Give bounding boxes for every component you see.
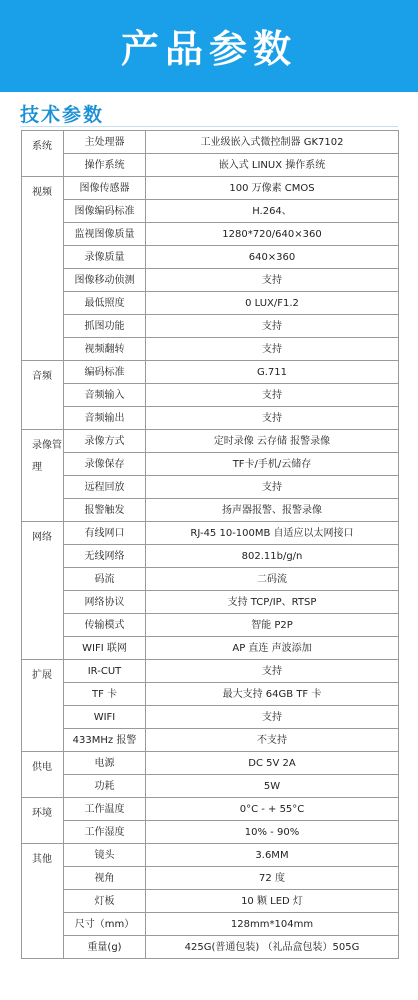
param-name-cell: 音频输出 — [64, 407, 146, 430]
param-value-cell: G.711 — [146, 361, 399, 384]
param-value-cell: 支持 — [146, 384, 399, 407]
param-name-cell: IR-CUT — [64, 660, 146, 683]
param-name-cell: 录像质量 — [64, 246, 146, 269]
param-value-cell: 3.6MM — [146, 844, 399, 867]
table-row — [22, 706, 399, 729]
param-name-cell: 编码标准 — [64, 361, 146, 384]
param-name-cell: 视频翻转 — [64, 338, 146, 361]
param-value-cell: 1280*720/640×360 — [146, 223, 399, 246]
param-name-cell: WIFI 联网 — [64, 637, 146, 660]
category-cell: 扩展 — [22, 660, 64, 752]
param-name-cell: 录像保存 — [64, 453, 146, 476]
param-value-cell: 扬声器报警、报警录像 — [146, 499, 399, 522]
table-row — [22, 453, 399, 476]
param-name-cell: 电源 — [64, 752, 146, 775]
table-row — [22, 292, 399, 315]
param-name-cell: 操作系统 — [64, 154, 146, 177]
section-title: 技术参数 — [20, 104, 105, 126]
param-value-cell: 最大支持 64GB TF 卡 — [146, 683, 399, 706]
param-value-cell: 10 颗 LED 灯 — [146, 890, 399, 913]
param-name-cell: 远程回放 — [64, 476, 146, 499]
param-name-cell: 尺寸（mm） — [64, 913, 146, 936]
table-row — [22, 269, 399, 292]
param-name-cell: 报警触发 — [64, 499, 146, 522]
table-row — [22, 752, 399, 775]
param-name-cell: 录像方式 — [64, 430, 146, 453]
table-row — [22, 338, 399, 361]
param-name-cell: 重量(g) — [64, 936, 146, 959]
param-value-cell: TF卡/手机/云储存 — [146, 453, 399, 476]
param-value-cell: 72 度 — [146, 867, 399, 890]
param-value-cell: 0°C - + 55°C — [146, 798, 399, 821]
category-cell: 系统 — [22, 131, 64, 177]
param-value-cell: 支持 — [146, 660, 399, 683]
param-value-cell: 支持 — [146, 706, 399, 729]
param-value-cell: 802.11b/g/n — [146, 545, 399, 568]
param-name-cell: 最低照度 — [64, 292, 146, 315]
table-row — [22, 154, 399, 177]
table-row — [22, 522, 399, 545]
param-name-cell: 音频输入 — [64, 384, 146, 407]
table-row — [22, 545, 399, 568]
spec-table — [21, 130, 399, 959]
table-row — [22, 591, 399, 614]
param-value-cell: 工业级嵌入式微控制器 GK7102 — [146, 131, 399, 154]
category-cell: 供电 — [22, 752, 64, 798]
table-row — [22, 361, 399, 384]
param-name-cell: 图像移动侦测 — [64, 269, 146, 292]
table-row — [22, 177, 399, 200]
param-value-cell: 支持 — [146, 315, 399, 338]
param-value-cell: DC 5V 2A — [146, 752, 399, 775]
category-cell: 音频 — [22, 361, 64, 430]
table-row — [22, 407, 399, 430]
param-value-cell: 支持 TCP/IP、RTSP — [146, 591, 399, 614]
table-row — [22, 844, 399, 867]
table-row — [22, 936, 399, 959]
param-name-cell: 有线网口 — [64, 522, 146, 545]
param-value-cell: 二码流 — [146, 568, 399, 591]
param-name-cell: 功耗 — [64, 775, 146, 798]
category-cell: 网络 — [22, 522, 64, 660]
table-row — [22, 246, 399, 269]
table-row — [22, 476, 399, 499]
table-row — [22, 890, 399, 913]
param-name-cell: 码流 — [64, 568, 146, 591]
param-name-cell: 传输模式 — [64, 614, 146, 637]
table-row — [22, 798, 399, 821]
param-name-cell: 工作温度 — [64, 798, 146, 821]
table-row — [22, 568, 399, 591]
category-cell: 录像管理 — [22, 430, 64, 522]
category-cell: 其他 — [22, 844, 64, 959]
param-value-cell: 不支持 — [146, 729, 399, 752]
table-row — [22, 867, 399, 890]
param-name-cell: 主处理器 — [64, 131, 146, 154]
table-row — [22, 637, 399, 660]
table-row — [22, 430, 399, 453]
param-value-cell: 100 万像素 CMOS — [146, 177, 399, 200]
param-name-cell: WIFI — [64, 706, 146, 729]
param-name-cell: 监视图像质量 — [64, 223, 146, 246]
table-row — [22, 614, 399, 637]
param-value-cell: H.264、 — [146, 200, 399, 223]
table-row — [22, 913, 399, 936]
param-value-cell: 10% - 90% — [146, 821, 399, 844]
param-value-cell: 支持 — [146, 476, 399, 499]
table-row — [22, 384, 399, 407]
param-name-cell: 无线网络 — [64, 545, 146, 568]
header-banner — [0, 0, 418, 92]
table-row — [22, 223, 399, 246]
param-name-cell: 图像传感器 — [64, 177, 146, 200]
table-row — [22, 131, 399, 154]
param-name-cell: TF 卡 — [64, 683, 146, 706]
table-row — [22, 821, 399, 844]
table-row — [22, 200, 399, 223]
category-cell: 视频 — [22, 177, 64, 361]
table-row — [22, 775, 399, 798]
param-value-cell: 支持 — [146, 269, 399, 292]
param-value-cell: 支持 — [146, 407, 399, 430]
table-row — [22, 499, 399, 522]
section-divider — [20, 126, 398, 127]
param-value-cell: 425G(普通包装) （礼品盒包装）505G — [146, 936, 399, 959]
table-row — [22, 315, 399, 338]
param-name-cell: 镜头 — [64, 844, 146, 867]
table-row — [22, 660, 399, 683]
table-row — [22, 683, 399, 706]
param-value-cell: 嵌入式 LINUX 操作系统 — [146, 154, 399, 177]
param-value-cell: 0 LUX/F1.2 — [146, 292, 399, 315]
table-row — [22, 729, 399, 752]
param-value-cell: 定时录像 云存储 报警录像 — [146, 430, 399, 453]
param-name-cell: 433MHz 报警 — [64, 729, 146, 752]
param-name-cell: 工作湿度 — [64, 821, 146, 844]
param-name-cell: 图像编码标准 — [64, 200, 146, 223]
param-value-cell: 智能 P2P — [146, 614, 399, 637]
param-value-cell: 640×360 — [146, 246, 399, 269]
param-value-cell: 128mm*104mm — [146, 913, 399, 936]
param-value-cell: RJ-45 10-100MB 自适应以太网接口 — [146, 522, 399, 545]
param-name-cell: 灯板 — [64, 890, 146, 913]
param-value-cell: 5W — [146, 775, 399, 798]
banner-title: 产品参数 — [120, 27, 297, 71]
param-value-cell: AP 直连 声波添加 — [146, 637, 399, 660]
param-name-cell: 视角 — [64, 867, 146, 890]
param-value-cell: 支持 — [146, 338, 399, 361]
param-name-cell: 抓图功能 — [64, 315, 146, 338]
param-name-cell: 网络协议 — [64, 591, 146, 614]
category-cell: 环境 — [22, 798, 64, 844]
